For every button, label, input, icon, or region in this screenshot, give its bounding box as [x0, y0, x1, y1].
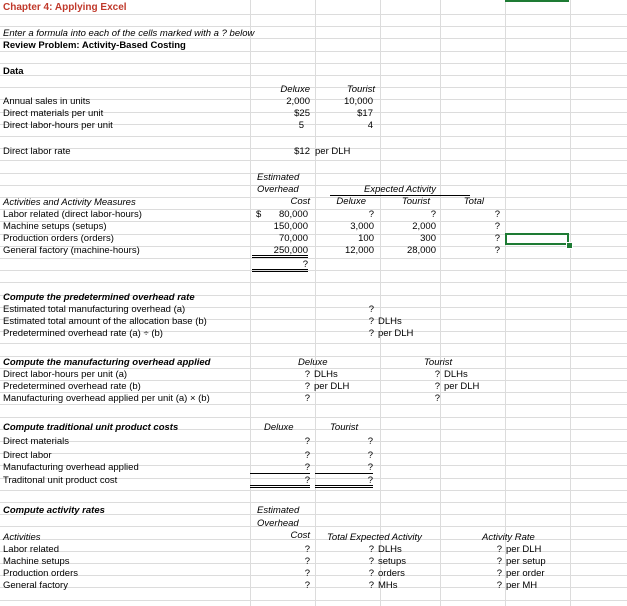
ar-est-header[interactable]: Cost [290, 530, 310, 541]
activity-rates-heading[interactable]: Compute activity rates [3, 505, 105, 516]
review-title[interactable]: Review Problem: Activity-Based Costing [3, 40, 186, 51]
data-row-tourist[interactable]: 4 [367, 120, 373, 131]
data-row-tourist[interactable]: $17 [357, 108, 373, 119]
activity-total-header[interactable]: Total [463, 196, 484, 207]
predetermined-row-value[interactable]: ? [368, 304, 374, 315]
ar-row-rate[interactable]: ? [496, 544, 502, 555]
applied-row-deluxe[interactable]: ? [304, 381, 310, 392]
ar-est-header[interactable]: Overhead [257, 518, 299, 529]
ar-row-rate-unit[interactable]: per MH [506, 580, 538, 591]
grid-row-line [0, 87, 627, 88]
ar-total-expected-header[interactable]: Total Expected Activity [327, 532, 422, 543]
traditional-row-tourist[interactable]: ? [367, 436, 373, 447]
est-overhead-header[interactable]: Estimated [257, 172, 300, 183]
applied-row-label[interactable]: Direct labor-hours per unit (a) [3, 369, 128, 380]
ar-row-total[interactable]: ? [368, 580, 374, 591]
applied-row-tourist-unit[interactable]: per DLH [444, 381, 480, 392]
applied-row-label[interactable]: Manufacturing overhead applied per unit (a) × (b) [3, 393, 210, 404]
activity-row-tourist[interactable]: ? [430, 209, 436, 220]
traditional-tourist-header[interactable]: Tourist [330, 422, 359, 433]
ar-row-total-unit[interactable]: DLHs [378, 544, 402, 555]
activity-row-tourist[interactable]: 300 [420, 233, 436, 244]
sheet-title[interactable]: Chapter 4: Applying Excel [3, 2, 127, 13]
ar-row-total-unit[interactable]: orders [378, 568, 405, 579]
grid-row-line [0, 282, 627, 283]
activity-tourist-header[interactable]: Tourist [401, 196, 430, 207]
activity-row-deluxe[interactable]: 3,000 [350, 221, 374, 232]
ar-row-rate[interactable]: ? [496, 580, 502, 591]
grid-row-line [0, 63, 627, 64]
grid-row-line [0, 148, 627, 149]
activity-row-tourist[interactable]: 28,000 [406, 245, 436, 256]
data-row-label[interactable]: Direct materials per unit [3, 108, 104, 119]
est-overhead-header[interactable]: Cost [290, 196, 310, 207]
activity-row-label[interactable]: Machine setups (setups) [3, 221, 107, 232]
ar-row-rate[interactable]: ? [496, 568, 502, 579]
selected-cell[interactable] [505, 233, 569, 245]
predetermined-row-label[interactable]: Estimated total manufacturing overhead (a) [3, 304, 186, 315]
grid-row-line [0, 600, 627, 601]
ar-row-label[interactable]: General factory [3, 580, 68, 591]
ar-row-cost[interactable]: ? [304, 580, 310, 591]
traditional-row-label[interactable]: Direct labor [3, 450, 52, 461]
data-row-label[interactable]: Direct labor-hours per unit [3, 120, 113, 131]
grid-row-line [0, 526, 627, 527]
grid-row-line [0, 14, 627, 15]
activity-row-tourist[interactable]: 2,000 [412, 221, 436, 232]
grid-column-line [380, 0, 381, 606]
activity-row-cost[interactable]: 70,000 [278, 233, 308, 244]
activity-total-cost[interactable]: ? [252, 259, 308, 272]
ar-row-label[interactable]: Labor related [3, 544, 59, 555]
grid-row-line [0, 441, 627, 442]
data-row-deluxe[interactable]: $25 [294, 108, 310, 119]
ar-activities-label[interactable]: Activities [3, 532, 41, 543]
traditional-row-deluxe[interactable]: ? [304, 436, 310, 447]
grid-row-line [0, 417, 627, 418]
ar-row-label[interactable]: Machine setups [3, 556, 70, 567]
grid-row-line [0, 173, 627, 174]
applied-row-deluxe-unit[interactable]: DLHs [314, 369, 338, 380]
ar-row-cost[interactable]: ? [304, 556, 310, 567]
data-row-deluxe[interactable]: 2,000 [286, 96, 310, 107]
activity-row-cost[interactable]: 250,000 [252, 245, 308, 258]
activity-row-deluxe[interactable]: 12,000 [344, 245, 374, 256]
activity-row-deluxe[interactable]: 100 [358, 233, 374, 244]
traditional-deluxe-header[interactable]: Deluxe [264, 422, 294, 433]
activity-row-total[interactable]: ? [494, 245, 500, 256]
applied-heading[interactable]: Compute the manufacturing overhead applied [3, 357, 211, 368]
ar-row-rate-unit[interactable]: per order [506, 568, 545, 579]
traditional-row-label[interactable]: Traditonal unit product cost [3, 475, 118, 486]
ar-row-rate[interactable]: ? [496, 556, 502, 567]
grid-row-line [0, 26, 627, 27]
activity-row-label[interactable]: Production orders (orders) [3, 233, 114, 244]
grid-row-line [0, 258, 627, 259]
activity-row-total[interactable]: ? [494, 233, 500, 244]
grid-column-line [440, 0, 441, 606]
dl-rate-label[interactable]: Direct labor rate [3, 146, 71, 157]
ar-row-total-unit[interactable]: setups [378, 556, 406, 567]
expected-activity-header[interactable]: Expected Activity [330, 184, 470, 196]
traditional-row-label[interactable]: Direct materials [3, 436, 69, 447]
applied-row-tourist[interactable]: ? [434, 393, 440, 404]
predetermined-row-value[interactable]: ? [368, 328, 374, 339]
grid-row-line [0, 136, 627, 137]
predetermined-row-unit[interactable]: per DLH [378, 328, 414, 339]
applied-row-deluxe-unit[interactable]: per DLH [314, 381, 350, 392]
traditional-row-deluxe[interactable]: ? [250, 462, 310, 474]
applied-tourist-header[interactable]: Tourist [424, 357, 453, 368]
applied-row-tourist-unit[interactable]: DLHs [444, 369, 468, 380]
ar-row-cost[interactable]: ? [304, 544, 310, 555]
grid-row-line [0, 343, 627, 344]
traditional-row-tourist[interactable]: ? [367, 450, 373, 461]
ar-row-rate-unit[interactable]: per DLH [506, 544, 542, 555]
predetermined-row-unit[interactable]: DLHs [378, 316, 402, 327]
applied-row-tourist[interactable]: ? [434, 381, 440, 392]
grid-row-line [0, 99, 627, 100]
dl-rate-unit[interactable]: per DLH [315, 146, 351, 157]
activity-deluxe-header[interactable]: Deluxe [336, 196, 366, 207]
applied-deluxe-header[interactable]: Deluxe [298, 357, 328, 368]
traditional-row-deluxe[interactable]: ? [250, 475, 310, 488]
activity-row-cost[interactable]: 80,000 [278, 209, 308, 220]
dl-rate-value[interactable]: $12 [294, 146, 310, 157]
instruction-text[interactable]: Enter a formula into each of the cells marked with a ? below [3, 28, 255, 39]
ar-row-cost[interactable]: ? [304, 568, 310, 579]
predetermined-row-label[interactable]: Estimated total amount of the allocation base (b) [3, 316, 207, 327]
grid-row-line [0, 160, 627, 161]
data-row-tourist[interactable]: 10,000 [343, 96, 373, 107]
traditional-row-label[interactable]: Manufacturing overhead applied [3, 462, 139, 473]
ar-row-total[interactable]: ? [368, 556, 374, 567]
activity-row-label[interactable]: Labor related (direct labor-hours) [3, 209, 142, 220]
grid-row-line [0, 502, 627, 503]
ar-row-label[interactable]: Production orders [3, 568, 78, 579]
ar-row-total-unit[interactable]: MHs [378, 580, 398, 591]
applied-row-deluxe[interactable]: ? [304, 393, 310, 404]
fill-handle[interactable] [566, 242, 573, 249]
applied-row-label[interactable]: Predetermined overhead rate (b) [3, 381, 141, 392]
activity-row-deluxe[interactable]: ? [368, 209, 374, 220]
traditional-row-tourist[interactable]: ? [315, 475, 373, 488]
activity-row-dollar[interactable]: $ [256, 209, 262, 220]
column-selection-indicator [505, 0, 569, 2]
activity-row-total[interactable]: ? [494, 221, 500, 232]
ar-est-header[interactable]: Estimated [257, 505, 300, 516]
predetermined-heading[interactable]: Compute the predetermined overhead rate [3, 292, 195, 303]
applied-row-tourist[interactable]: ? [434, 369, 440, 380]
grid-row-line [0, 75, 627, 76]
ar-activity-rate-header[interactable]: Activity Rate [482, 532, 535, 543]
applied-row-deluxe[interactable]: ? [304, 369, 310, 380]
grid-row-line [0, 270, 627, 271]
data-tourist-header[interactable]: Tourist [346, 84, 375, 95]
grid-column-line [505, 0, 506, 606]
activity-row-total[interactable]: ? [494, 209, 500, 220]
data-label[interactable]: Data [3, 66, 24, 77]
est-overhead-header[interactable]: Overhead [257, 184, 299, 195]
grid-row-line [0, 185, 627, 186]
ar-row-rate-unit[interactable]: per setup [506, 556, 546, 567]
traditional-heading[interactable]: Compute traditional unit product costs [3, 422, 179, 433]
traditional-row-deluxe[interactable]: ? [304, 450, 310, 461]
ar-row-total[interactable]: ? [368, 544, 374, 555]
ar-row-total[interactable]: ? [368, 568, 374, 579]
grid-row-line [0, 453, 627, 454]
activity-row-label[interactable]: General factory (machine-hours) [3, 245, 140, 256]
activities-label[interactable]: Activities and Activity Measures [3, 197, 136, 208]
data-row-deluxe[interactable]: 5 [298, 120, 304, 131]
grid-column-line [570, 0, 571, 606]
predetermined-row-label[interactable]: Predetermined overhead rate (a) ÷ (b) [3, 328, 163, 339]
grid-row-line [0, 490, 627, 491]
predetermined-row-value[interactable]: ? [368, 316, 374, 327]
data-row-label[interactable]: Annual sales in units [3, 96, 91, 107]
traditional-row-tourist[interactable]: ? [315, 462, 373, 474]
data-deluxe-header[interactable]: Deluxe [280, 84, 310, 95]
activity-row-cost[interactable]: 150,000 [273, 221, 308, 232]
